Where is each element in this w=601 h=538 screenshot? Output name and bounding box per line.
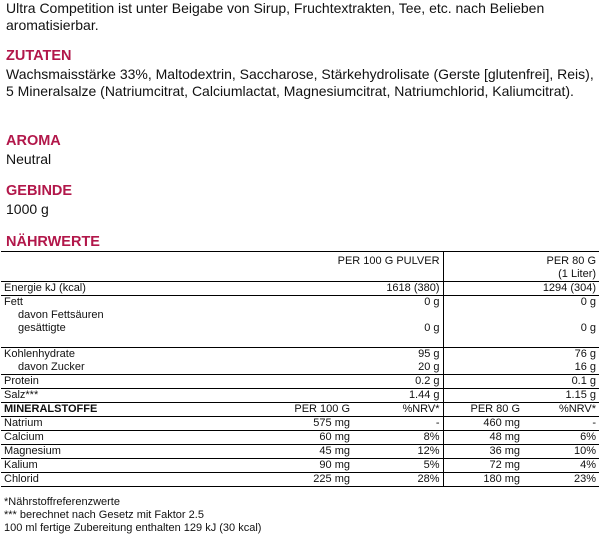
mineral-per100: 45 mg bbox=[231, 445, 353, 459]
footnote-nrv: *Nährstoffreferenzwerte bbox=[4, 496, 120, 508]
table-row bbox=[1, 375, 599, 389]
mineral-nrv-per80: 6% bbox=[523, 431, 599, 445]
gebinde-heading: GEBINDE bbox=[6, 183, 73, 199]
mineral-nrv-per80: 4% bbox=[523, 459, 599, 473]
col-per80-line1: PER 80 G bbox=[546, 255, 597, 267]
row-label: Energie kJ (kcal) bbox=[1, 282, 353, 296]
table-row bbox=[1, 389, 599, 403]
row-label bbox=[1, 309, 353, 335]
naehrwerte-heading: NÄHRWERTE bbox=[6, 234, 100, 250]
gebinde-value: 1000 g bbox=[6, 201, 49, 217]
mineral-nrv-per100: 5% bbox=[353, 459, 443, 473]
mineral-per80: 72 mg bbox=[443, 459, 523, 473]
col-per80-line2: (1 Liter) bbox=[558, 268, 597, 280]
mineral-nrv-per100: 28% bbox=[353, 473, 443, 487]
row-value: 1294 (304) bbox=[443, 282, 599, 296]
row-value: 0.2 g bbox=[353, 375, 443, 389]
footnote-zubereitung: 100 ml fertige Zubereitung enthalten 129 kJ (30 kcal) bbox=[4, 522, 262, 534]
mineral-header-label: MINERALSTOFFE bbox=[1, 403, 231, 417]
mineral-row bbox=[1, 473, 599, 487]
row-label-line2: gesättigte bbox=[18, 322, 66, 334]
zutaten-text: Wachsmaisstärke 33%, Maltodextrin, Saccharose, Stärkehydrolisate (Gerste [glutenfrei], Reis), 5 Mineralsalze (Natriumcitrat, Calciumlactat, Magnesiumcitrat, Natriumchlorid, Kaliumcitrat). bbox=[6, 66, 594, 99]
row-label: Kohlenhydrate bbox=[1, 348, 353, 362]
mineral-nrv-per80: 23% bbox=[523, 473, 599, 487]
mineral-row bbox=[1, 445, 599, 459]
row-label: Fett bbox=[1, 296, 353, 310]
row-value: 0.1 g bbox=[443, 375, 599, 389]
intro-text: Ultra Competition ist unter Beigabe von Sirup, Fruchtextrakten, Tee, etc. nach Belieben aromatisierbar. bbox=[6, 0, 545, 33]
mineral-per80: 48 mg bbox=[443, 431, 523, 445]
col-per100-header: PER 100 G PULVER bbox=[1, 252, 443, 282]
footnote-salz: *** berechnet nach Gesetz mit Faktor 2.5 bbox=[4, 509, 204, 521]
row-value: 1618 (380) bbox=[353, 282, 443, 296]
row-value: 95 g bbox=[353, 348, 443, 362]
mineral-header-nrv: %NRV* bbox=[353, 403, 443, 417]
mineral-header-row bbox=[1, 403, 599, 417]
mineral-per100: 60 mg bbox=[231, 431, 353, 445]
mineral-nrv-per100: 12% bbox=[353, 445, 443, 459]
mineral-name: Chlorid bbox=[1, 473, 231, 487]
mineral-name: Calcium bbox=[1, 431, 231, 445]
row-value: 20 g bbox=[418, 361, 440, 373]
aroma-heading: AROMA bbox=[6, 133, 61, 149]
mineral-nrv-per80: - bbox=[523, 417, 599, 431]
mineral-per100: 225 mg bbox=[231, 473, 353, 487]
row-label-line1: davon Fettsäuren bbox=[18, 309, 104, 321]
table-row bbox=[1, 348, 599, 362]
row-label: Protein bbox=[1, 375, 353, 389]
table-row bbox=[1, 282, 599, 296]
table-row bbox=[1, 361, 599, 375]
mineral-name: Kalium bbox=[1, 459, 231, 473]
mineral-header-per80: PER 80 G bbox=[443, 403, 523, 417]
row-value: 0 g bbox=[353, 296, 443, 310]
mineral-nrv-per100: 8% bbox=[353, 431, 443, 445]
footnotes bbox=[4, 496, 261, 535]
mineral-header-nrv: %NRV* bbox=[523, 403, 599, 417]
zutaten-heading: ZUTATEN bbox=[6, 48, 72, 64]
mineral-header-per100: PER 100 G bbox=[231, 403, 353, 417]
mineral-per100: 575 mg bbox=[231, 417, 353, 431]
mineral-per80: 180 mg bbox=[443, 473, 523, 487]
table-header-row bbox=[1, 252, 599, 282]
aroma-value: Neutral bbox=[6, 151, 52, 167]
mineral-row bbox=[1, 417, 599, 431]
table-row bbox=[1, 296, 599, 310]
table-spacer-row bbox=[1, 335, 599, 348]
mineral-per80: 460 mg bbox=[443, 417, 523, 431]
row-value: 1.15 g bbox=[443, 389, 599, 403]
mineral-per80: 36 mg bbox=[443, 445, 523, 459]
mineral-row bbox=[1, 459, 599, 473]
mineral-per100: 90 mg bbox=[231, 459, 353, 473]
row-value: 0 g bbox=[443, 309, 599, 335]
row-label: davon Zucker bbox=[18, 361, 85, 373]
row-value: 16 g bbox=[443, 361, 599, 375]
mineral-name: Magnesium bbox=[1, 445, 231, 459]
row-value: 76 g bbox=[443, 348, 599, 362]
mineral-name: Natrium bbox=[1, 417, 231, 431]
nutrition-table bbox=[1, 251, 599, 487]
mineral-nrv-per80: 10% bbox=[523, 445, 599, 459]
row-value: 0 g bbox=[424, 322, 440, 334]
row-value: 1.44 g bbox=[353, 389, 443, 403]
mineral-row bbox=[1, 431, 599, 445]
row-label: Salz*** bbox=[1, 389, 353, 403]
col-per80-header bbox=[443, 252, 599, 282]
mineral-nrv-per100: - bbox=[353, 417, 443, 431]
row-value: 0 g bbox=[443, 296, 599, 310]
table-row bbox=[1, 309, 599, 335]
